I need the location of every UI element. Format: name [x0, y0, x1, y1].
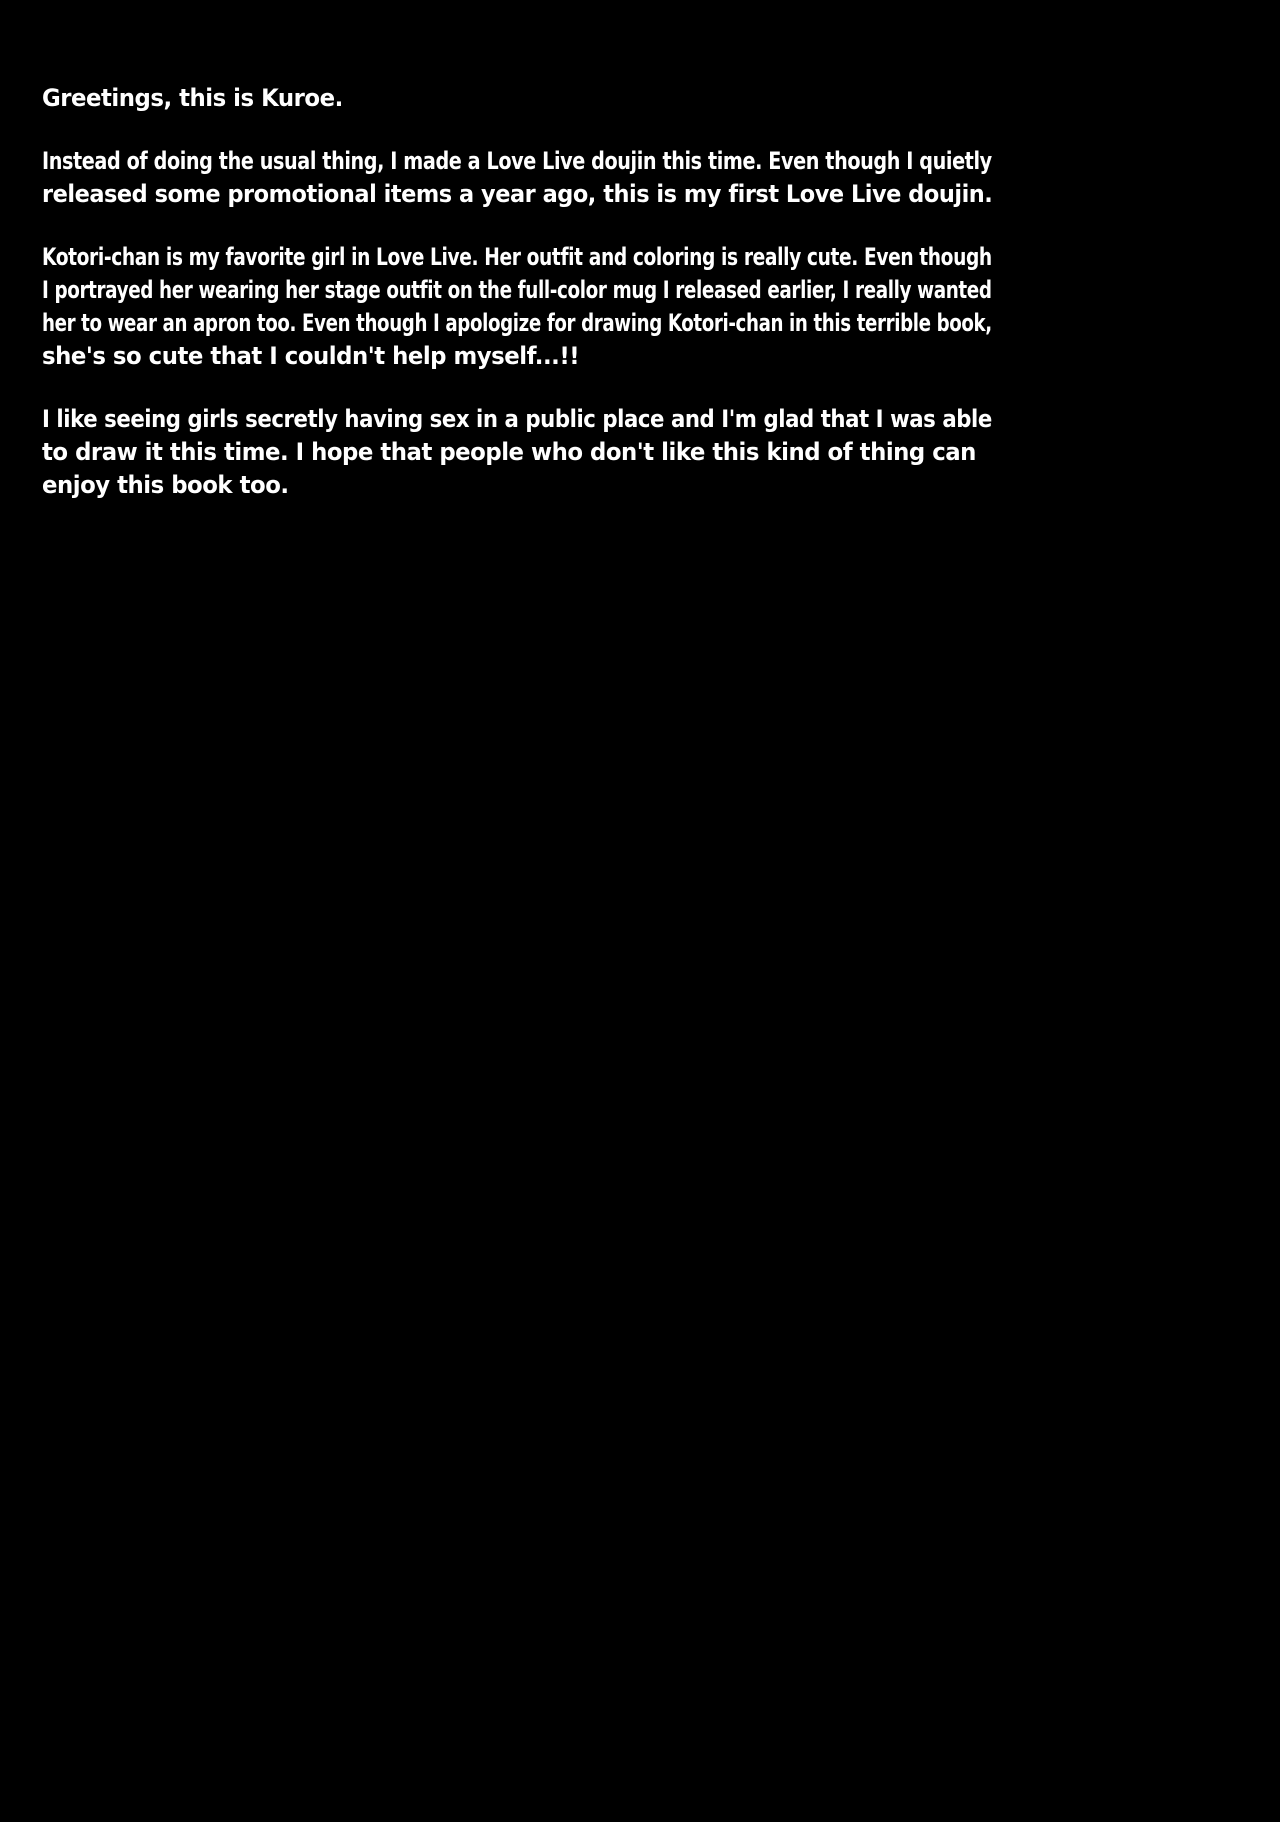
afterword-paragraph-greeting: [42, 82, 1042, 115]
afterword-paragraph-closing: [42, 403, 1042, 502]
text-line: I portrayed her wearing her stage outfit on the full-color mug I released earlier, I really wanted: [42, 276, 992, 304]
text-line: she's so cute that I couldn't help myself...!!: [42, 342, 580, 370]
text-line: Greetings, this is Kuroe.: [42, 84, 343, 112]
text-line: Instead of doing the usual thing, I made a Love Live doujin this time. Even though I quietly: [42, 147, 992, 175]
text-line: Kotori-chan is my favorite girl in Love Live. Her outfit and coloring is really cute. Even though: [42, 243, 992, 271]
afterword-text-block: [42, 82, 1042, 532]
text-line: enjoy this book too.: [42, 471, 289, 499]
afterword-paragraph-kotori: [42, 241, 1042, 373]
text-line: I like seeing girls secretly having sex in a public place and I'm glad that I was able: [42, 405, 992, 433]
text-line: her to wear an apron too. Even though I apologize for drawing Kotori-chan in this terrible book,: [42, 309, 992, 337]
text-line: released some promotional items a year ago, this is my first Love Live doujin.: [42, 180, 993, 208]
afterword-paragraph-intro: [42, 145, 1042, 211]
text-line: to draw it this time. I hope that people who don't like this kind of thing can: [42, 438, 976, 466]
